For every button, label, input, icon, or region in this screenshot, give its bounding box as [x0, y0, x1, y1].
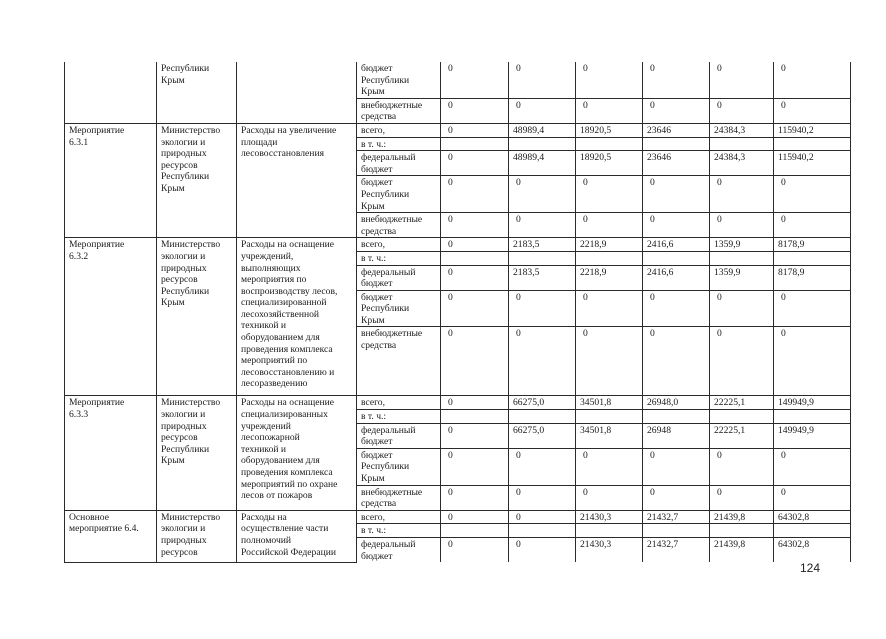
table-cell: 0	[774, 290, 851, 327]
table-cell: 0	[774, 176, 851, 213]
table-cell: 0	[643, 448, 710, 485]
table-cell: всего,	[357, 238, 441, 252]
table-cell: 0	[576, 98, 643, 123]
table-cell: 0	[710, 176, 774, 213]
table-cell: 0	[576, 327, 643, 396]
table-cell: 26948	[643, 423, 710, 448]
table-cell: Основное мероприятие 6.4.	[65, 510, 157, 562]
table-cell: 0	[509, 448, 576, 485]
budget-table	[64, 62, 851, 563]
table-cell: федеральный бюджет	[357, 538, 441, 563]
table-cell: 21430,3	[576, 510, 643, 524]
table-cell: 0	[509, 213, 576, 238]
table-cell: бюджет Республики Крым	[357, 176, 441, 213]
table-cell: 0	[441, 176, 509, 213]
table-cell: 24384,3	[710, 123, 774, 137]
table-cell: 34501,8	[576, 396, 643, 410]
table-cell: Министерство экологии и природных ресурсов	[157, 510, 237, 562]
table-cell: 48989,4	[509, 151, 576, 176]
table-cell: внебюджетные средства	[357, 98, 441, 123]
table-cell: 0	[509, 538, 576, 563]
table-row	[65, 238, 851, 252]
table-cell: 0	[643, 485, 710, 510]
table-cell: Министерство экологии и природных ресурсов Республики Крым	[157, 396, 237, 510]
table-cell: 0	[441, 538, 509, 563]
table-cell: Республики Крым	[157, 62, 237, 123]
table-cell: 0	[576, 176, 643, 213]
table-cell	[441, 524, 509, 538]
table-cell	[774, 137, 851, 151]
table-cell: бюджет Республики Крым	[357, 290, 441, 327]
table-cell: 0	[441, 396, 509, 410]
table-cell: Расходы на увеличение площади лесовосстановления	[237, 123, 357, 237]
table-cell: 8178,9	[774, 238, 851, 252]
table-cell: 24384,3	[710, 151, 774, 176]
table-cell: 21439,8	[710, 538, 774, 563]
table-cell: Расходы на оснащение учреждений, выполняющих мероприятия по воспроизводству лесов, специализированной лесохозяйственной техникой и оборудованием для проведения комплекса мероприятий по лесовосстановлению и лесоразведению	[237, 238, 357, 396]
table-cell: 0	[441, 62, 509, 98]
table-cell: 0	[710, 448, 774, 485]
table-cell	[643, 137, 710, 151]
table-cell	[65, 62, 157, 123]
table-cell: 0	[441, 448, 509, 485]
table-cell: 0	[643, 213, 710, 238]
table-row	[65, 510, 851, 524]
table-cell: 0	[441, 238, 509, 252]
table-cell: 48989,4	[509, 123, 576, 137]
table-cell: в т. ч.:	[357, 137, 441, 151]
table-cell: федеральный бюджет	[357, 265, 441, 290]
table-cell: Министерство экологии и природных ресурсов Республики Крым	[157, 238, 237, 396]
table-cell: 1359,9	[710, 265, 774, 290]
table-cell: 149949,9	[774, 396, 851, 410]
table-cell	[774, 251, 851, 265]
table-cell: Расходы на оснащение специализированных учреждений лесопожарной техникой и оборудованием для проведения комплекса мероприятий по охране лесов от пожаров	[237, 396, 357, 510]
table-cell: внебюджетные средства	[357, 213, 441, 238]
table-cell: 0	[774, 98, 851, 123]
table-cell: в т. ч.:	[357, 410, 441, 424]
table-cell: 23646	[643, 123, 710, 137]
table-cell: 0	[774, 327, 851, 396]
table-cell: 0	[576, 213, 643, 238]
table-cell: внебюджетные средства	[357, 485, 441, 510]
table-cell: 0	[441, 151, 509, 176]
table-cell: 2416,6	[643, 238, 710, 252]
table-cell: 0	[441, 423, 509, 448]
table-cell: 2218,9	[576, 238, 643, 252]
table-cell: 0	[710, 327, 774, 396]
table-cell: внебюджетные средства	[357, 327, 441, 396]
table-cell	[710, 137, 774, 151]
table-cell: федеральный бюджет	[357, 423, 441, 448]
table-cell: Мероприятие 6.3.1	[65, 123, 157, 237]
table-cell: 22225,1	[710, 396, 774, 410]
table-cell: 18920,5	[576, 123, 643, 137]
table-cell: 0	[710, 290, 774, 327]
table-cell: 149949,9	[774, 423, 851, 448]
table-cell: 0	[643, 327, 710, 396]
table-cell: всего,	[357, 396, 441, 410]
table-cell: в т. ч.:	[357, 251, 441, 265]
table-cell	[441, 251, 509, 265]
table-row	[65, 123, 851, 137]
table-cell: федеральный бюджет	[357, 151, 441, 176]
table-cell: 0	[441, 123, 509, 137]
table-cell	[509, 410, 576, 424]
table-cell: 0	[643, 98, 710, 123]
table-cell: 0	[643, 62, 710, 98]
table-cell	[509, 251, 576, 265]
table-cell: 0	[774, 448, 851, 485]
table-cell: 0	[509, 62, 576, 98]
table-cell: 21432,7	[643, 510, 710, 524]
table-cell: 66275,0	[509, 423, 576, 448]
table-cell: 21439,8	[710, 510, 774, 524]
table-cell	[643, 524, 710, 538]
table-cell: всего,	[357, 123, 441, 137]
table-cell	[509, 137, 576, 151]
table-cell: Министерство экологии и природных ресурсов Республики Крым	[157, 123, 237, 237]
table-row	[65, 396, 851, 410]
table-cell	[576, 524, 643, 538]
table-cell: 0	[441, 213, 509, 238]
table-cell: 2183,5	[509, 238, 576, 252]
table-cell	[710, 524, 774, 538]
table-cell	[576, 410, 643, 424]
table-cell: 0	[509, 485, 576, 510]
table-cell	[710, 410, 774, 424]
table-cell	[576, 137, 643, 151]
page-number: 124	[800, 561, 821, 575]
table-cell: бюджет Республики Крым	[357, 62, 441, 98]
table-cell: 0	[576, 448, 643, 485]
table-cell: всего,	[357, 510, 441, 524]
table-cell	[643, 251, 710, 265]
table-cell: 0	[576, 485, 643, 510]
table-cell	[441, 410, 509, 424]
table-cell: 1359,9	[710, 238, 774, 252]
table-cell	[237, 62, 357, 123]
table-cell: 0	[576, 62, 643, 98]
table-cell: 115940,2	[774, 151, 851, 176]
table-cell: 66275,0	[509, 396, 576, 410]
table-cell: 0	[509, 290, 576, 327]
table-body	[65, 62, 851, 562]
table-cell: 0	[576, 290, 643, 327]
table-cell: 0	[441, 98, 509, 123]
table-cell: 0	[509, 327, 576, 396]
table-cell: 0	[774, 213, 851, 238]
table-cell	[643, 410, 710, 424]
table-cell: 0	[643, 290, 710, 327]
table-cell	[774, 524, 851, 538]
table-cell: 0	[774, 62, 851, 98]
table-cell: 64302,8	[774, 510, 851, 524]
table-cell	[710, 251, 774, 265]
table-cell: Мероприятие 6.3.3	[65, 396, 157, 510]
table-cell: 0	[710, 98, 774, 123]
table-cell: 0	[643, 176, 710, 213]
table-cell	[509, 524, 576, 538]
table-cell: Расходы на осуществление части полномочий Российской Федерации	[237, 510, 357, 562]
table-cell: 21430,3	[576, 538, 643, 563]
table-cell	[774, 410, 851, 424]
table-cell: 18920,5	[576, 151, 643, 176]
table-cell: в т. ч.:	[357, 524, 441, 538]
table-cell: Мероприятие 6.3.2	[65, 238, 157, 396]
table-cell: 0	[509, 98, 576, 123]
table-cell: 23646	[643, 151, 710, 176]
table-cell: 0	[441, 290, 509, 327]
table-row	[65, 62, 851, 98]
table-cell: 115940,2	[774, 123, 851, 137]
table-cell: 2183,5	[509, 265, 576, 290]
table-cell: 0	[509, 510, 576, 524]
table-cell: 34501,8	[576, 423, 643, 448]
table-cell	[441, 137, 509, 151]
table-cell	[576, 251, 643, 265]
table-cell: 26948,0	[643, 396, 710, 410]
table-cell: 0	[774, 485, 851, 510]
table-cell: 2218,9	[576, 265, 643, 290]
table-cell: 22225,1	[710, 423, 774, 448]
table-cell: 0	[441, 510, 509, 524]
table-cell: 8178,9	[774, 265, 851, 290]
table-cell: 0	[441, 485, 509, 510]
table-cell: 64302,8	[774, 538, 851, 563]
table-cell: 0	[710, 62, 774, 98]
table-cell: 0	[710, 485, 774, 510]
table-cell: 0	[710, 213, 774, 238]
table-cell: 21432,7	[643, 538, 710, 563]
table-cell: бюджет Республики Крым	[357, 448, 441, 485]
table-cell: 0	[441, 265, 509, 290]
table-cell: 0	[509, 176, 576, 213]
table-cell: 2416,6	[643, 265, 710, 290]
table-cell: 0	[441, 327, 509, 396]
